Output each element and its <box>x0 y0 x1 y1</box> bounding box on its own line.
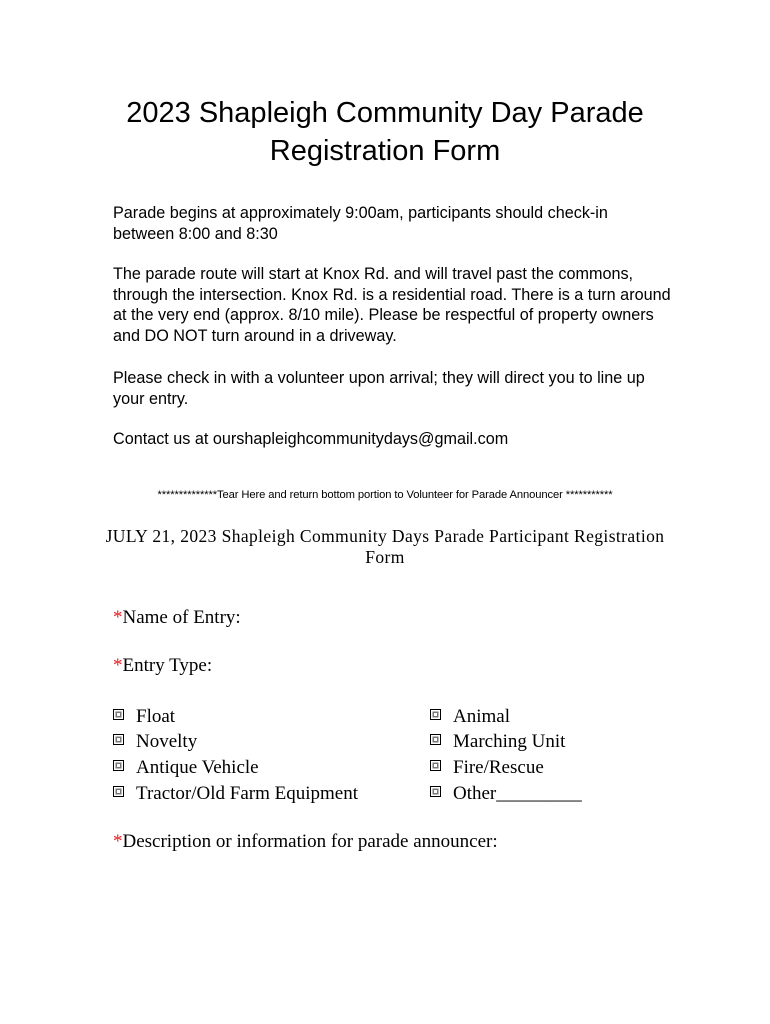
option-label: Antique Vehicle <box>136 757 259 778</box>
contact-paragraph: Contact us at ourshapleighcommunitydays@gmail.com <box>113 430 509 448</box>
name-of-entry-label <box>113 606 241 630</box>
option-label: Tractor/Old Farm Equipment <box>136 783 358 804</box>
checkbox-icon[interactable] <box>430 760 441 771</box>
description-label <box>113 830 498 854</box>
volunteer-paragraph: Please check in with a volunteer upon arrival; they will direct you to line up your entry. <box>113 369 645 408</box>
page-title <box>0 94 770 170</box>
option-antique-vehicle[interactable] <box>136 756 259 780</box>
entry-type-text: Entry Type: <box>122 655 213 676</box>
title-line-1: 2023 Shapleigh Community Day Parade <box>126 97 644 129</box>
option-label: Marching Unit <box>453 731 566 752</box>
entry-type-label <box>113 654 212 678</box>
required-mark: * <box>113 655 123 676</box>
title-line-2: Registration Form <box>269 135 501 167</box>
checkbox-icon[interactable] <box>113 709 124 720</box>
checkbox-icon[interactable] <box>113 786 124 797</box>
option-marching-unit[interactable] <box>453 730 565 754</box>
form-subtitle: JULY 21, 2023 Shapleigh Community Days Parade Participant Registration Form <box>105 526 665 567</box>
option-animal[interactable] <box>453 705 510 729</box>
option-label: Fire/Rescue <box>453 757 544 778</box>
option-tractor[interactable] <box>136 782 358 806</box>
required-mark: * <box>113 607 123 628</box>
checkbox-icon[interactable] <box>430 786 441 797</box>
option-label: Animal <box>453 706 510 727</box>
checkbox-icon[interactable] <box>430 709 441 720</box>
tear-line: **************Tear Here and return bottom portion to Volunteer for Parade Announcer *********** <box>157 489 613 501</box>
name-of-entry-text: Name of Entry: <box>122 607 241 628</box>
checkbox-icon[interactable] <box>430 734 441 745</box>
required-mark: * <box>113 831 123 852</box>
checkbox-icon[interactable] <box>113 734 124 745</box>
option-label: Novelty <box>136 731 198 752</box>
route-paragraph: The parade route will start at Knox Rd. and will travel past the commons, through the intersection. Knox Rd. is a residential road. There is a turn around at the very end (approx. 8/10 mile). Please be respectful of property owners and DO NOT turn around in a driveway. <box>113 265 671 345</box>
option-other[interactable] <box>453 782 582 806</box>
checkin-paragraph: Parade begins at approximately 9:00am, participants should check-in between 8:00 and 8:30 <box>113 204 608 243</box>
description-text: Description or information for parade announcer: <box>122 831 498 852</box>
option-label: Other_________ <box>453 783 582 804</box>
option-fire-rescue[interactable] <box>453 756 544 780</box>
option-float[interactable] <box>136 705 175 729</box>
option-novelty[interactable] <box>136 730 197 754</box>
checkbox-icon[interactable] <box>113 760 124 771</box>
option-label: Float <box>136 706 176 727</box>
